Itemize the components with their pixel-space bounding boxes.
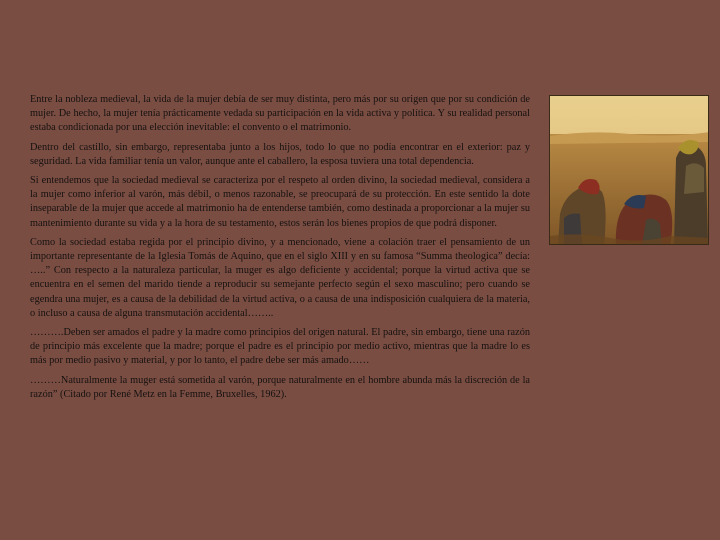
gleaners-painting-illustration	[550, 96, 709, 245]
paragraph-3: Si entendemos que la sociedad medieval se caracteriza por el respeto al orden divino, la sociedad medieval, considera a la mujer como inferior al varón, más débil, o menos razonable, se preocupará de su protección. En este sentido la dote inseparable de la mujer que accede al matrimonio ha de entenderse también, como destinada a proporcionar a la mujer su mantenimiento durante su vida y a la hora de su testamento, estos serán los bienes propios de que podrá disponer.	[30, 175, 530, 229]
paragraph-6: ………Naturalmente la muger está sometida al varón, porque naturalmente en el hombre abunda más la discreción de la razón” (Citado por René Metz en la Femme, Bruxelles, 1962).	[30, 374, 530, 400]
paragraph-5: ……….Deben ser amados el padre y la madre como principios del origen natural. El padre, sin embargo, tiene una razón de principio más excelente que la madre; porque el padre es el principio por medio activo, mientras que la madre lo es más por medio pasivo y material, y por lo tanto, el padre debe ser más amado……	[30, 327, 530, 367]
paragraph-4: Como la sociedad estaba regida por el principio divino, y a mencionado, viene a colación traer el pensamiento de un importante representante de la Iglesia Tomás de Aquino, que en el siglo XIII y en su famosa “Summa theologica” decía: …..” Con respecto a la naturaleza particular, la muger es algo deficiente y accidental; porque la virtud activa que se encuentra en el semen del marido tiende a reproducir su semejante perfecto según el sexo masculino; pero cuando se egendra una mujer, es a causa de la debilidad de la virtud activa, o a causa de una indisposición cualquiera de la materia, o incluso a causa de alguna transmutación accidental……..	[30, 236, 530, 319]
gleaners-painting-image	[549, 95, 709, 245]
paragraph-1: Entre la nobleza medieval, la vida de la mujer debía de ser muy distinta, pero más por su origen que por su condición de mujer. De hecho, la mujer tenía prácticamente vedada su participación en la vida activa y política. Y su realidad personal estaba condicionada por una elección inevitable: el convento o el matrimonio.	[30, 94, 530, 134]
paragraph-2: Dentro del castillo, sin embargo, representaba junto a los hijos, todo lo que no podía encontrar en el exterior: paz y seguridad. La vida familiar tenía un valor, aunque ante el caballero, la esposa tuviera una total dependencia.	[30, 141, 530, 167]
article-text	[30, 93, 530, 407]
